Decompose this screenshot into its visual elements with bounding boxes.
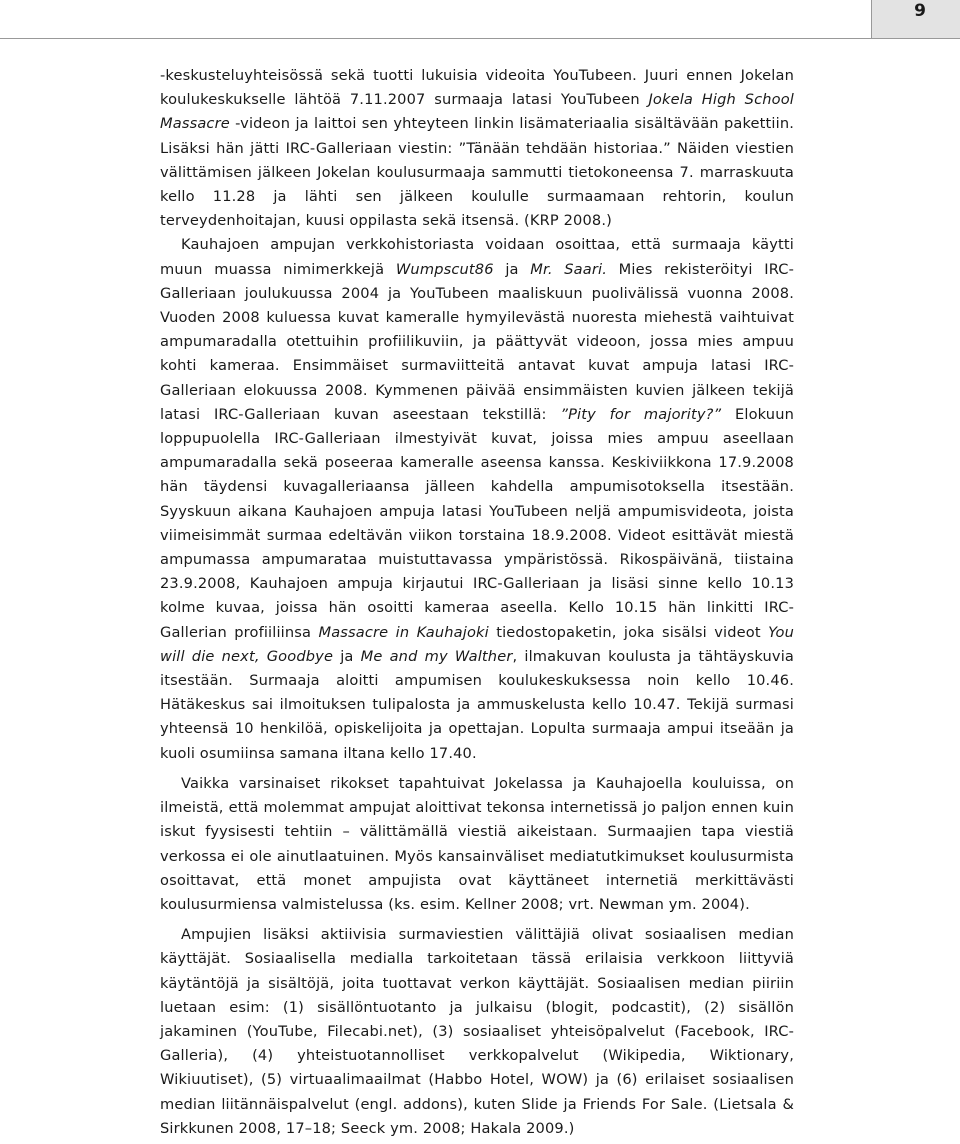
paragraph-2: Kauhajoen ampujan verkkohistoriasta voidaan osoittaa, että surmaaja käytti muun muassa nimimerkkejä Wumpscut86 ja Mr. Saari. Mies rekisteröityi IRC-Galleriaan joulukuussa 2004 ja YouTubeen maaliskuun puolivälissä vuonna 2008. Vuoden 2008 kuluessa kuvat kameralle hymyilevästä nuoresta miehestä vaihtuivat ampumaradalla otettuihin profiilikuviin, ja päättyvät videoon, jossa mies ampuu kohti kameraa. Ensimmäiset surmaviitteitä antavat kuvat ampuja latasi IRC-Galleriaan elokuussa 2008. Kymmenen päivää ensimmäisten kuvien jälkeen tekijä latasi IRC-Galleriaan kuvan aseestaan tekstillä: ”Pity for majority?” Elokuun loppupuolella IRC-Galleriaan ilmestyivät kuvat, joissa mies ampuu aseellaan ampumaradalla sekä poseeraa kameralle aseensa kanssa. Keskiviikkona 17.9.2008 hän täydensi kuvagalleriaansa jälleen kahdella ampumisotoksella itsestään. Syyskuun aikana Kauhajoen ampuja latasi YouTubeen neljä ampumisvideota, joista viimeisimmät surmaa edeltävän viikon torstaina 18.9.2008. Videot esittävät miestä ampumassa ampumarataa muistuttavassa ympäristössä. Rikospäivänä, tiistaina 23.9.2008, Kauhajoen ampuja kirjautui IRC-Galleriaan ja lisäsi sinne kello 10.13 kolme kuvaa, joissa hän osoitti kameraa aseella. Kello 10.15 hän linkitti IRC-Gallerian profiiliinsa Massacre in Kauhajoki tiedostopaketin, joka sisälsi videot You will die next, Goodbye ja Me and my Walther, ilmakuvan koulusta ja tähtäyskuvia itsestään. Surmaaja aloitti ampumisen koulukeskuksessa noin kello 10.46. Hätäkeskus sai ilmoituksen tulipalosta ja ammuskelusta kello 10.47. Tekijä surmasi yhteensä 10 henkilöä, opiskelijoita ja opettajan. Lopulta surmaaja ampui itseään ja kuoli osumiinsa samana iltana kello 17.40. xyxy=(160,236,795,762)
body-text xyxy=(160,64,794,1141)
page-number-box xyxy=(871,0,960,38)
paragraph-1: -keskusteluyhteisössä sekä tuotti lukuisia videoita YouTubeen. Juuri ennen Jokelan koulukeskukselle lähtöä 7.11.2007 surmaaja latasi YouTubeen Jokela High School Massacre -videon ja laittoi sen yhteyteen linkin lisämateriaalia sisältävään pakettiin. Lisäksi hän jätti IRC-Galleriaan viestin: ”Tänään tehdään historiaa.” Näiden viestien välittämisen jälkeen Jokelan koulusurmaaja sammutti tietokoneensa 7. marraskuuta kello 11.28 ja lähti sen jälkeen koululle surmaamaan rehtorin, koulun terveydenhoitajan, kuusi oppilasta sekä itsensä. (KRP 2008.) xyxy=(160,67,795,230)
page-number: 9 xyxy=(914,1,926,21)
header-rule xyxy=(0,38,960,39)
paragraph-4: Ampujien lisäksi aktiivisia surmaviestien välittäjiä olivat sosiaalisen median käyttäjät. Sosiaalisella medialla tarkoitetaan tässä erilaisia verkkoon liittyviä käytäntöjä ja sisältöjä, joita tuottavat verkon käyttäjät. Sosiaalisen median piiriin luetaan esim: (1) sisällöntuotanto ja julkaisu (blogit, podcastit), (2) sisällön jakaminen (YouTube, Filecabi.net), (3) sosiaaliset yhteisöpalvelut (Facebook, IRC-Galleria), (4) yhteistuotannolliset verkkopalvelut (Wikipedia, Wiktionary, Wikiuutiset), (5) virtuaalimaailmat (Habbo Hotel, WOW) ja (6) erilaiset sosiaalisen median liitännäispalvelut (engl. addons), kuten Slide ja Friends For Sale. (Lietsala & Sirkkunen 2008, 17–18; Seeck ym. 2008; Hakala 2009.) xyxy=(160,926,794,1137)
paragraph-3: Vaikka varsinaiset rikokset tapahtuivat Jokelassa ja Kauhajoella kouluissa, on ilmeistä, että molemmat ampujat aloittivat tekonsa internetissä jo paljon ennen kuin iskut fyysisesti tehtiin – välittämällä viestiä aikeistaan. Surmaajien tapa viestiä verkossa ei ole ainutlaatuinen. Myös kansainväliset mediatutkimukset koulusurmista osoittavat, että monet ampujista ovat käyttäneet internetiä merkittävästi koulusurmiensa valmistelussa (ks. esim. Kellner 2008; vrt. Newman ym. 2004). xyxy=(160,774,794,913)
